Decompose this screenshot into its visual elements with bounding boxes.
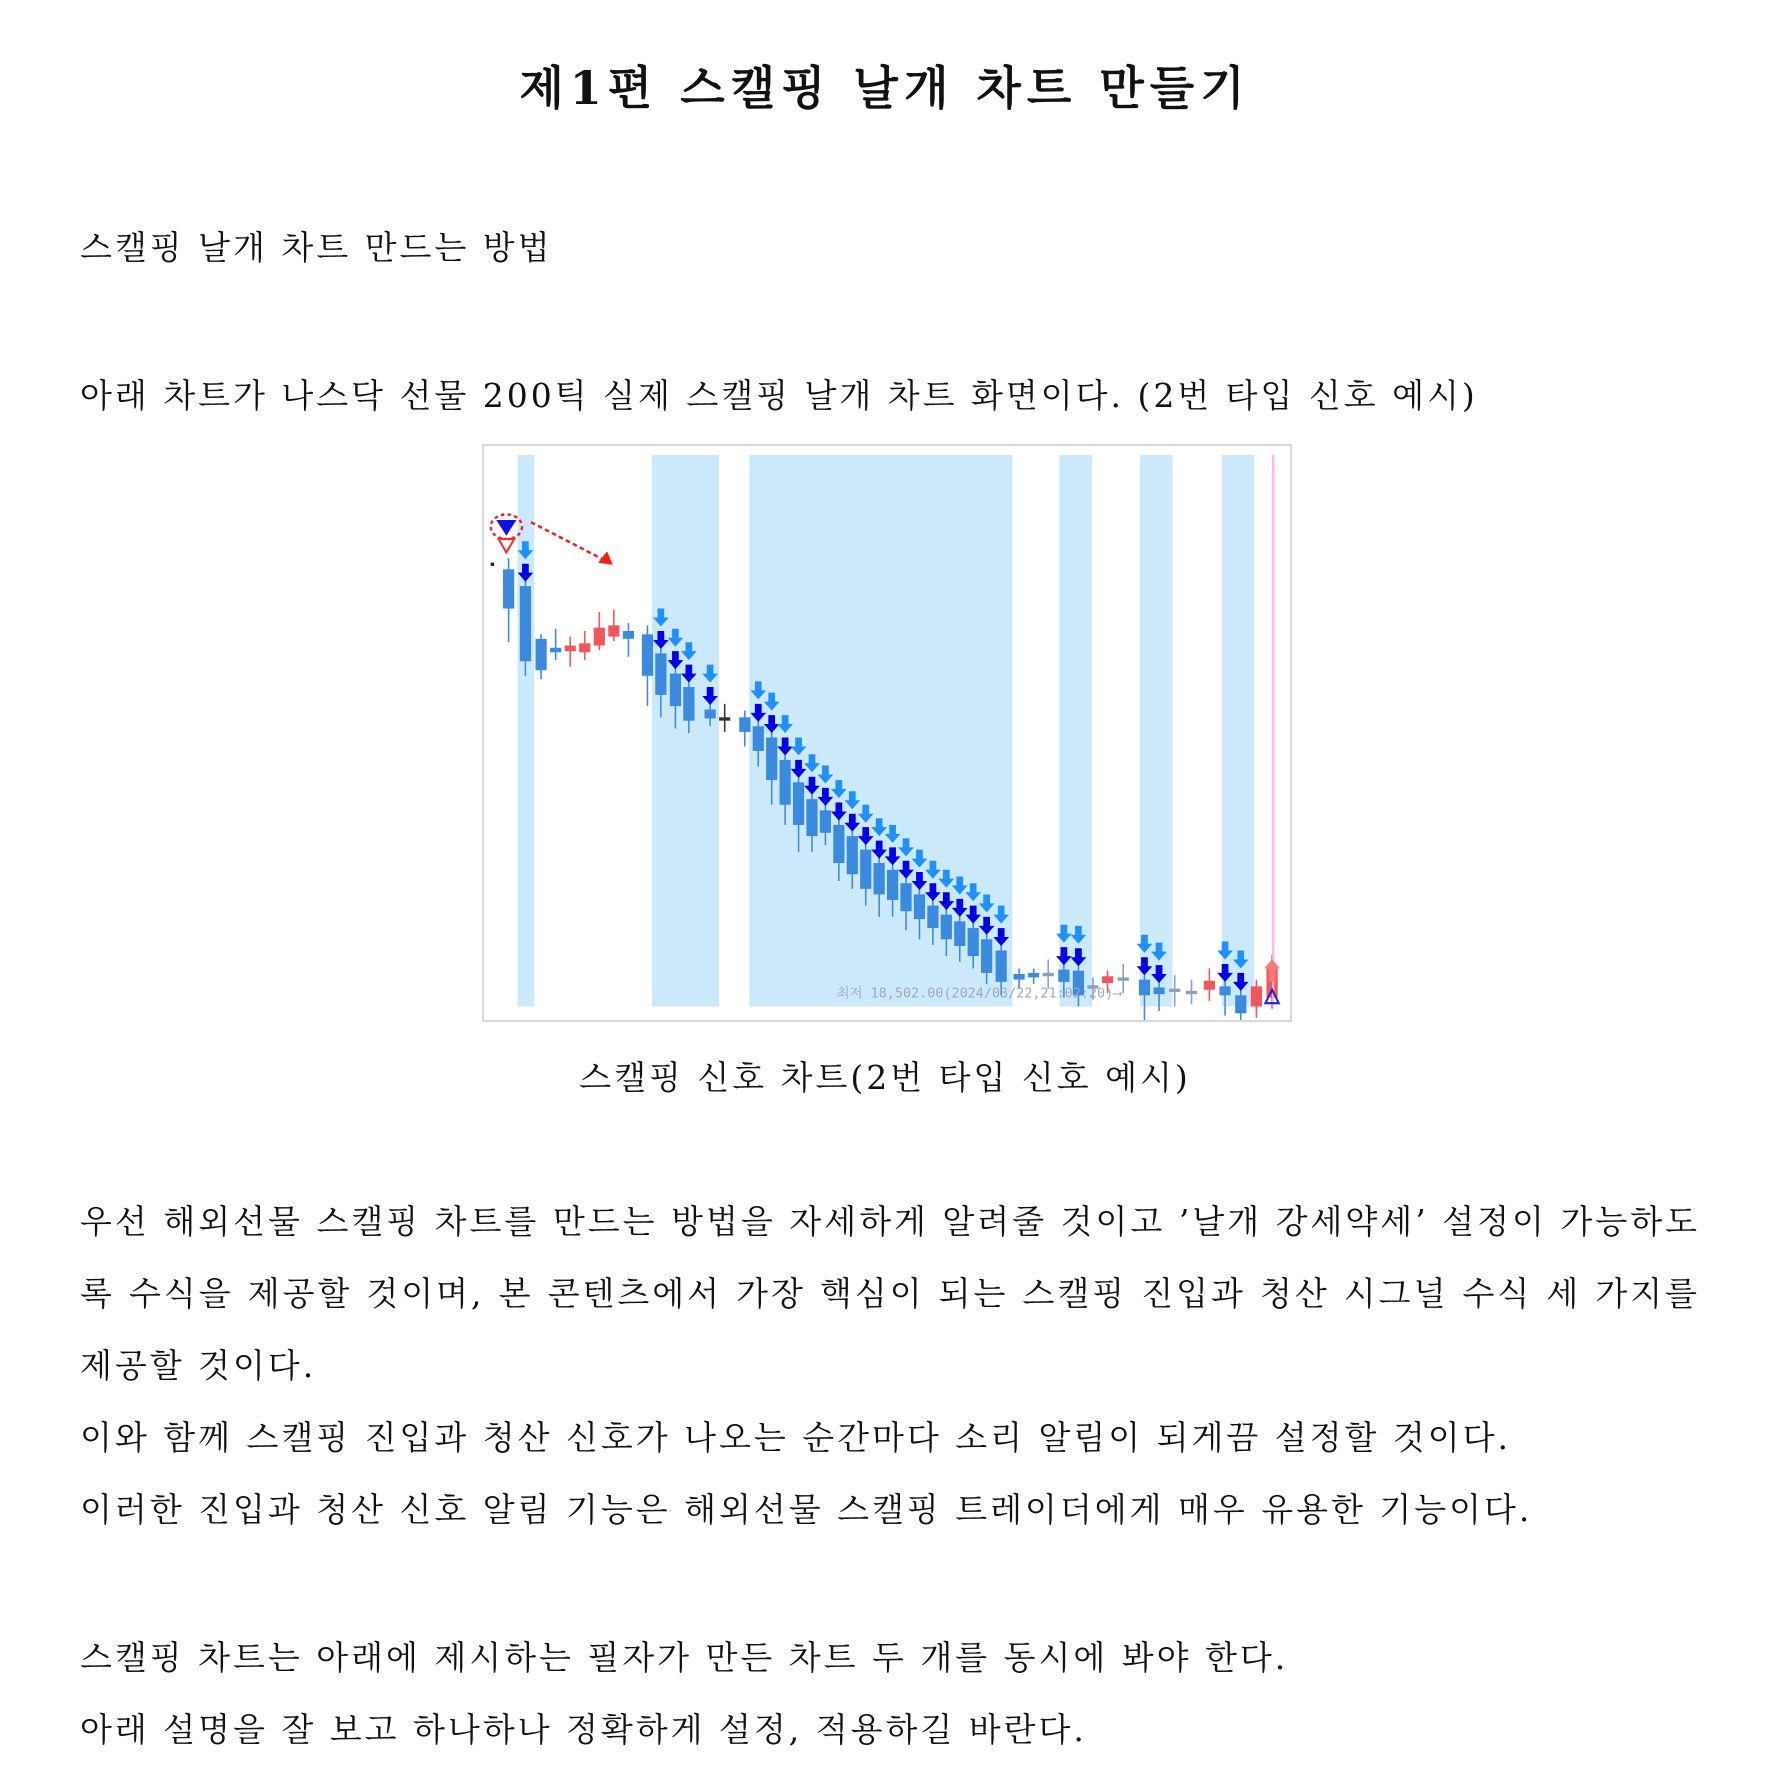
scalping-signal-chart	[482, 444, 1292, 1022]
candle	[739, 717, 750, 732]
candle	[766, 737, 777, 780]
highlight-band	[518, 455, 535, 1007]
figure-caption: 스캘핑 신호 차트(2번 타입 신호 예시)	[579, 1058, 1191, 1097]
dashed-arrow-line	[531, 522, 605, 560]
candle	[655, 653, 666, 694]
candle	[753, 726, 764, 751]
candle	[1251, 986, 1262, 1006]
candle	[579, 643, 590, 652]
paragraph-1-line: 이러한 진입과 청산 신호 알림 기능은 해외선물 스캘핑 트레이더에게 매우 유용한 기능이다.	[80, 1490, 1533, 1529]
candle	[1118, 977, 1129, 980]
candle	[780, 760, 791, 805]
candle	[954, 921, 965, 946]
section-heading: 스캘핑 날개 차트 만드는 방법	[80, 228, 553, 267]
highlight-band	[652, 455, 719, 1007]
candle	[1028, 973, 1039, 977]
candle	[705, 709, 716, 718]
candle	[820, 810, 831, 832]
candle	[594, 628, 605, 646]
candle	[941, 915, 952, 940]
candle	[981, 939, 992, 973]
candle	[670, 674, 681, 707]
candle	[550, 648, 561, 652]
candle	[806, 799, 817, 836]
paragraph-2	[80, 1622, 1700, 1766]
candle	[1204, 981, 1215, 990]
document-title: 제1편 스캘핑 날개 차트 만들기	[519, 61, 1251, 115]
candle	[683, 687, 694, 721]
lowest-price-annotation: 최저 18,502.00(2024/03/22,21:02:20)⟶	[836, 986, 1122, 1002]
candle	[719, 717, 730, 720]
candle	[1169, 989, 1180, 992]
candle	[833, 825, 844, 863]
candle	[565, 646, 576, 652]
candle	[503, 569, 514, 608]
candle	[1219, 986, 1230, 995]
intro-line: 아래 차트가 나스닥 선물 200틱 실제 스캘핑 날개 차트 화면이다. (2번 타입 신호 예시)	[80, 376, 1478, 415]
highlight-band	[1140, 455, 1172, 1007]
highlight-bands	[518, 455, 1255, 1007]
paragraph-1-line: 우선 해외선물 스캘핑 차트를 만드는 방법을 자세하게 알려줄 것이고 ’날개 강세약세’ 설정이 가능하도록 수식을 제공할 것이며, 본 콘텐츠에서 가장 핵심이 되는 스캘핑 진입과 청산 시그널 수식 세 가지를 제공할 것이다.	[80, 1202, 1700, 1385]
candle	[996, 950, 1007, 981]
highlight-band	[1222, 455, 1254, 1007]
highlight-band	[1059, 455, 1091, 1007]
candle	[968, 928, 979, 956]
candle	[1043, 973, 1054, 976]
candle	[927, 906, 938, 928]
candle	[1058, 970, 1069, 982]
candle	[847, 836, 858, 874]
candle	[623, 631, 634, 639]
sell-triangle-icon	[496, 520, 516, 536]
candle	[1186, 991, 1197, 994]
paragraph-1	[80, 1186, 1700, 1546]
candle	[900, 883, 911, 911]
paragraph-2-line: 아래 설명을 잘 보고 하나하나 정확하게 설정, 적용하길 바란다.	[80, 1710, 1087, 1749]
candle	[1102, 976, 1113, 983]
candle	[1013, 974, 1024, 980]
candle	[1139, 980, 1150, 996]
candle	[520, 586, 531, 661]
candle	[914, 894, 925, 919]
candle	[887, 870, 898, 900]
candle	[642, 634, 653, 675]
paragraph-1-line: 이와 함께 스캘핑 진입과 청산 신호가 나오는 순간마다 소리 알림이 되게끔 설정할 것이다.	[80, 1418, 1511, 1457]
candlestick-chart-svg	[484, 446, 1290, 1020]
hollow-down-triangle-icon	[499, 539, 515, 552]
candle	[860, 850, 871, 889]
candle	[1235, 995, 1246, 1013]
paragraph-2-line: 스캘핑 차트는 아래에 제시하는 필자가 만든 차트 두 개를 동시에 봐야 한다.	[80, 1638, 1289, 1677]
candle	[608, 625, 619, 636]
dashed-arrow-head-icon	[598, 551, 613, 564]
candle	[1153, 987, 1164, 994]
candle	[793, 782, 804, 825]
candle	[874, 863, 885, 894]
candle	[535, 639, 546, 670]
